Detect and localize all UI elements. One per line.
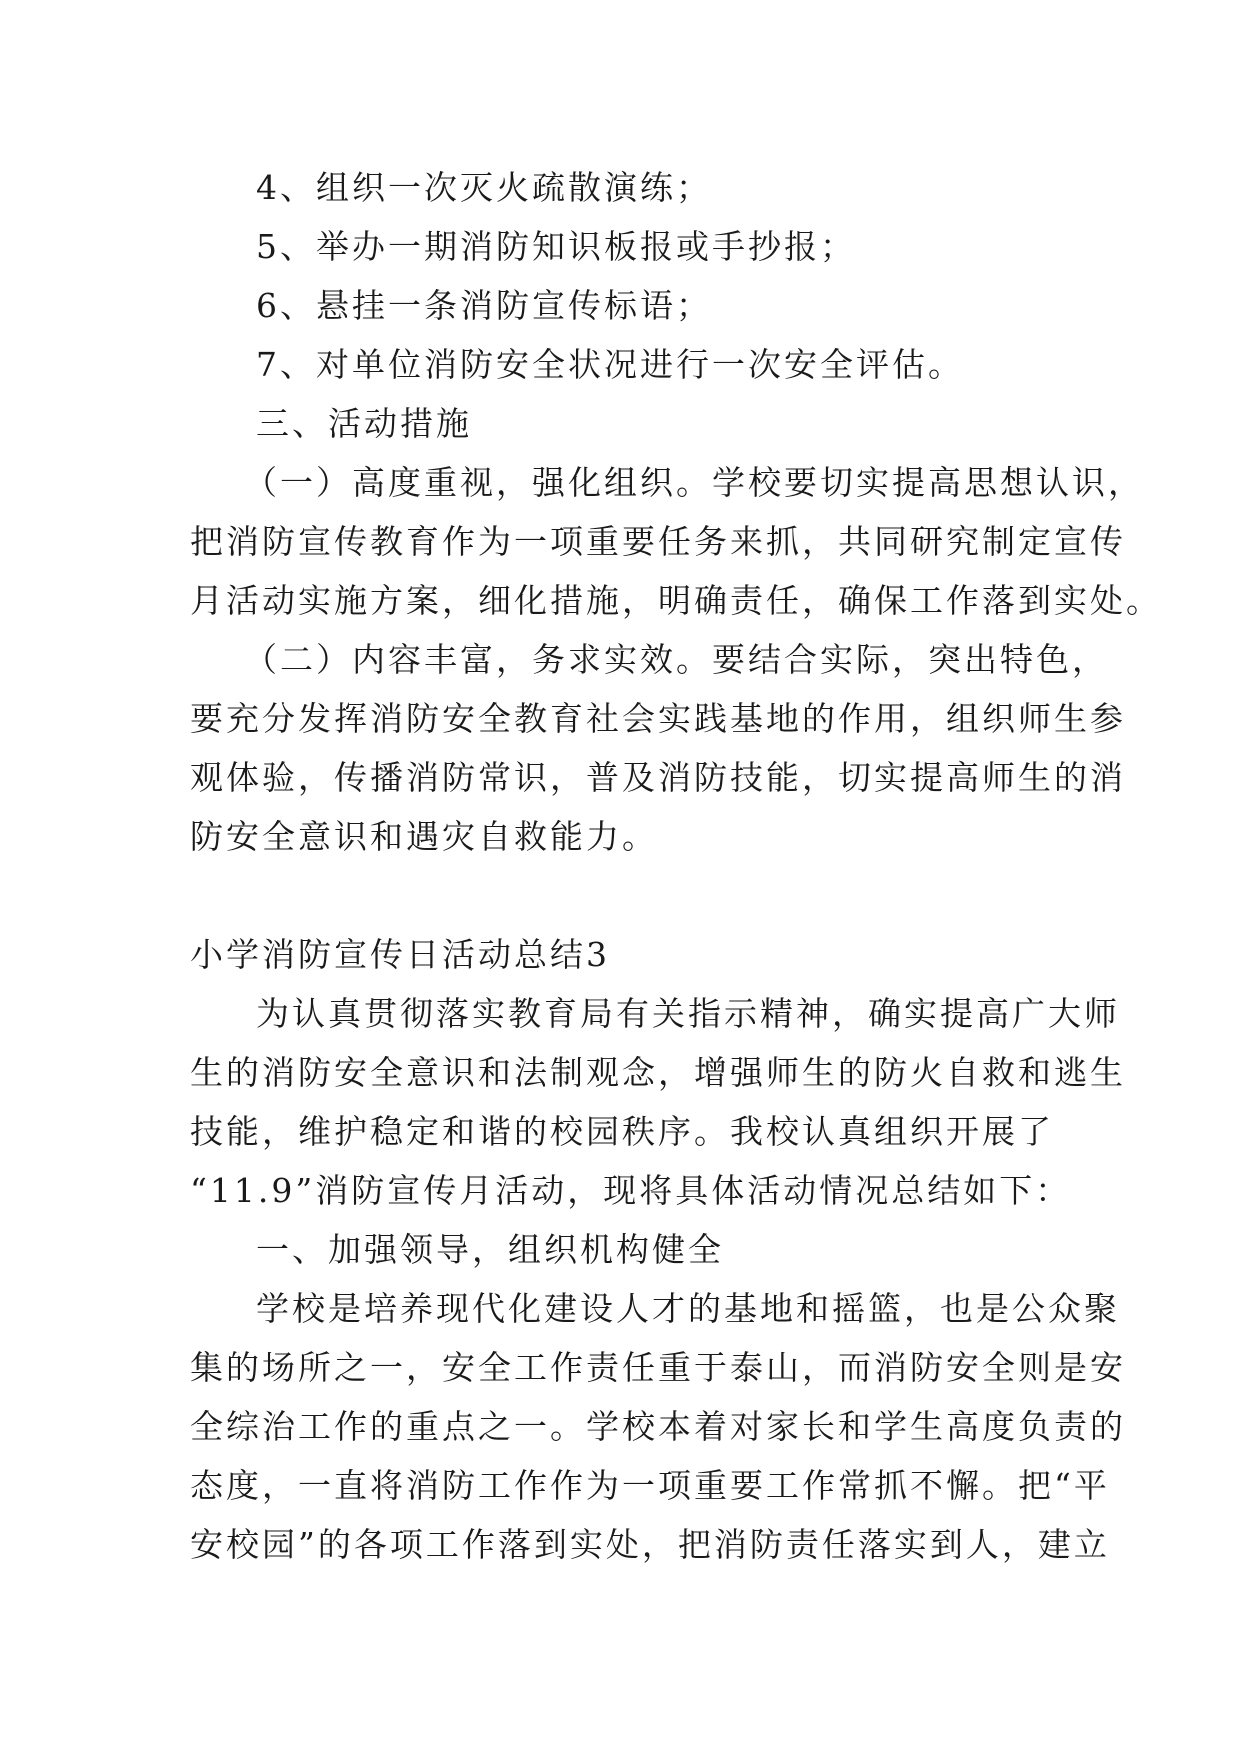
list-item: 4、组织一次灭火疏散演练； [256, 168, 712, 207]
section-heading: 一、加强领导，组织机构健全 [256, 1230, 724, 1269]
paragraph-line: 把消防宣传教育作为一项重要任务来抓，共同研究制定宣传 [190, 522, 1126, 561]
paragraph-line: 防安全意识和遇灾自救能力。 [190, 817, 658, 856]
section-heading: 三、活动措施 [256, 404, 472, 443]
paragraph-line: （一）高度重视，强化组织。学校要切实提高思想认识， [244, 463, 1144, 502]
paragraph-line: 观体验，传播消防常识，普及消防技能，切实提高师生的消 [190, 758, 1126, 797]
document-body [190, 158, 1162, 1574]
paragraph-line: 为认真贯彻落实教育局有关指示精神，确实提高广大师 [256, 994, 1120, 1033]
paragraph-line: 技能，维护稳定和谐的校园秩序。我校认真组织开展了 [190, 1112, 1054, 1151]
paragraph-line: （二）内容丰富，务求实效。要结合实际，突出特色， [244, 640, 1108, 679]
section-spacer [190, 866, 1062, 925]
document-title: 小学消防宣传日活动总结3 [190, 935, 610, 974]
list-item: 6、悬挂一条消防宣传标语； [256, 286, 712, 325]
paragraph-line: 态度，一直将消防工作作为一项重要工作常抓不懈。把“平 [190, 1466, 1110, 1505]
paragraph-line: 全综治工作的重点之一。学校本着对家长和学生高度负责的 [190, 1407, 1126, 1446]
paragraph-line: 集的场所之一，安全工作责任重于泰山，而消防安全则是安 [190, 1348, 1126, 1387]
paragraph-line: “11.9”消防宣传月活动，现将具体活动情况总结如下： [190, 1171, 1072, 1210]
list-item: 7、对单位消防安全状况进行一次安全评估。 [256, 345, 964, 384]
list-item: 5、举办一期消防知识板报或手抄报； [256, 227, 856, 266]
paragraph-line: 要充分发挥消防安全教育社会实践基地的作用，组织师生参 [190, 699, 1126, 738]
paragraph-line: 安校园”的各项工作落到实处，把消防责任落实到人，建立 [190, 1525, 1110, 1564]
paragraph-line: 月活动实施方案，细化措施，明确责任，确保工作落到实处。 [190, 581, 1162, 620]
paragraph-line: 生的消防安全意识和法制观念，增强师生的防火自救和逃生 [190, 1053, 1126, 1092]
paragraph-line: 学校是培养现代化建设人才的基地和摇篮，也是公众聚 [256, 1289, 1120, 1328]
